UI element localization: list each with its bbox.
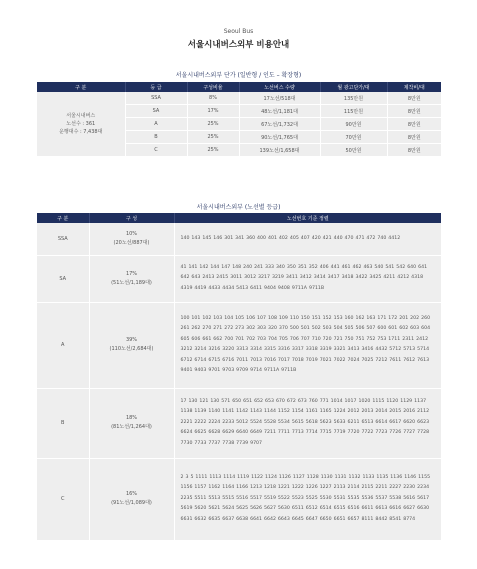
composition-cell xyxy=(89,388,174,458)
grade-cell: SA xyxy=(37,255,89,302)
composition-cell xyxy=(89,223,174,255)
header-routes: 노선번호 기준 정렬 xyxy=(174,213,441,223)
ratio-cell: 17% xyxy=(187,105,239,118)
cost-cell: 8만원 xyxy=(387,131,441,144)
routes-cell: 2 3 5 1111 1113 1114 1119 1122 1124 1126 1127 1128 1130 1131 1132 1133 1135 1136 1146 1155 1156 1157 1162 1164 1166 1213 1218 1221 1222 1226 1227 2113 2114 2115 2211 2227 2230 2234 2235 5511 5513 5515 5516 5517 5519 5522 5523 5525 5530 5531 5535 5536 5537 5538 5616 5617 5619 5620 5621 5624 5625 5626 5627 5630 6511 6512 6514 6515 6516 6611 6613 6616 6627 6630 6631 6632 6635 6637 6638 6641 6642 6643 6645 6647 6650 6651 6657 8111 8442 8541 8774 xyxy=(174,458,441,540)
table-header-row xyxy=(37,82,441,92)
grade-cell: SA xyxy=(125,105,187,118)
composition-percent: 10% xyxy=(125,230,138,237)
price-cell: 50만원 xyxy=(320,144,387,157)
composition-detail: (51노선/1,189대) xyxy=(111,279,152,286)
composition-cell xyxy=(89,255,174,302)
ratio-cell: 25% xyxy=(187,144,239,157)
composition-detail: (20노선/887대) xyxy=(113,239,150,246)
route-grade-table xyxy=(37,213,441,541)
header-production-cost: 제작비/대 xyxy=(387,82,441,92)
header-grade: 등 급 xyxy=(125,82,187,92)
page-title: 서울시내버스외부 비용안내 xyxy=(187,40,290,50)
table-row xyxy=(37,255,441,302)
table-row xyxy=(37,92,441,105)
grade-cell: B xyxy=(37,388,89,458)
grade-cell: SSA xyxy=(125,92,187,105)
table-row xyxy=(37,388,441,458)
count-cell: 139노선/1,658대 xyxy=(239,144,320,157)
cost-cell: 8만원 xyxy=(387,144,441,157)
composition-cell xyxy=(89,302,174,388)
composition-percent: 39% xyxy=(125,337,138,343)
header-bus-count: 노선버스 수량 xyxy=(239,82,320,92)
ratio-cell: 25% xyxy=(187,118,239,131)
grade-cell: C xyxy=(37,458,89,540)
header-ratio: 구성비율 xyxy=(187,82,239,92)
header-composition: 구 성 xyxy=(89,213,174,223)
routes-cell: 140 143 145 146 301 341 360 400 401 402 405 407 420 421 440 470 471 472 740 4412 xyxy=(174,223,441,255)
group-routes: 노선수 : 361 xyxy=(66,121,96,127)
table-row xyxy=(37,302,441,388)
ratio-cell: 25% xyxy=(187,131,239,144)
unit-price-table xyxy=(37,82,441,157)
composition-percent: 16% xyxy=(125,491,138,497)
grade-cell: C xyxy=(125,144,187,157)
count-cell: 17노선/518대 xyxy=(239,92,320,105)
composition-percent: 18% xyxy=(125,415,138,421)
grade-cell: A xyxy=(37,302,89,388)
count-cell: 67노선/1,732대 xyxy=(239,118,320,131)
price-cell: 90만원 xyxy=(320,118,387,131)
unit-price-title: 서울시내버스외부 단가 (일반형 / 인도 – 확장형) xyxy=(175,72,302,79)
composition-percent: 17% xyxy=(125,270,138,277)
grade-cell: B xyxy=(125,131,187,144)
price-cell: 115만원 xyxy=(320,105,387,118)
count-cell: 48노선/1,181대 xyxy=(239,105,320,118)
cost-cell: 8만원 xyxy=(387,92,441,105)
price-cell: 70만원 xyxy=(320,131,387,144)
price-cell: 135만원 xyxy=(320,92,387,105)
header-monthly-price: 월 광고단가/대 xyxy=(320,82,387,92)
composition-detail: (81노선/1,264대) xyxy=(111,424,152,430)
routes-cell: 17 130 121 130 571 650 651 652 653 670 672 673 760 771 1014 1017 1020 1115 1120 1129 1137 1138 1139 1140 1141 1142 1143 1144 1152 1154 1161 1165 1224 2012 2013 2014 2015 2016 2112 2221 2222 2224 2233 5012 5524 5528 5534 5615 5618 5623 5633 6211 6513 6614 6617 6620 6623 6624 6625 6628 6629 6640 6649 7211 7711 7713 7714 7715 7719 7720 7722 7723 7726 7727 7728 7730 7733 7737 7738 7739 9707 xyxy=(174,388,441,458)
header-category: 구 분 xyxy=(37,213,89,223)
grade-cell: SSA xyxy=(37,223,89,255)
table-row xyxy=(37,223,441,255)
ratio-cell: 8% xyxy=(187,92,239,105)
composition-cell xyxy=(89,458,174,540)
count-cell: 90노선/1,765대 xyxy=(239,131,320,144)
composition-detail: (91노선/1,089대) xyxy=(111,500,152,506)
group-name: 서울시내버스 xyxy=(66,113,96,119)
routes-cell: 41 141 142 144 147 148 240 241 333 340 350 351 352 406 441 461 462 463 540 541 542 640 641 642 643 2413 2415 3011 3012 3217 3219 3411 3412 3414 3417 3418 3422 3425 4211 4212 4318 4319 4419 4433 4434 5413 6411 9404 9408 9711A 9711B xyxy=(174,255,441,302)
eyebrow-text: Seoul Bus xyxy=(223,28,254,35)
composition-detail: (110노선/2,684대) xyxy=(109,346,154,352)
cost-cell: 8만원 xyxy=(387,118,441,131)
group-vehicles: 운행대수 : 7,438대 xyxy=(59,129,103,135)
table-header-row xyxy=(37,213,441,223)
grade-cell: A xyxy=(125,118,187,131)
table-row xyxy=(37,458,441,540)
cost-cell: 8만원 xyxy=(387,105,441,118)
routes-cell: 100 101 102 103 104 105 106 107 108 109 110 150 151 152 153 160 162 163 171 172 201 202 260 261 262 270 271 272 273 302 303 320 370 500 501 502 503 504 505 506 507 600 601 602 603 604 605 606 661 662 700 701 702 703 704 705 706 707 710 720 721 750 751 752 753 1711 2311 2412 3212 3214 3216 3220 3313 3314 3315 3316 3317 3318 3319 3321 3413 3416 4432 5712 5713 5714 6712 6714 6715 6716 7011 7013 7016 7017 7018 7019 7021 7022 7024 7025 7212 7611 7612 7613 9401 9403 9701 9703 9709 9714 9711A 9711B xyxy=(174,302,441,388)
group-cell xyxy=(37,92,125,157)
route-grade-title: 서울시내버스외부 (노선별 등급) xyxy=(196,204,281,211)
header-category: 구 분 xyxy=(37,82,125,92)
